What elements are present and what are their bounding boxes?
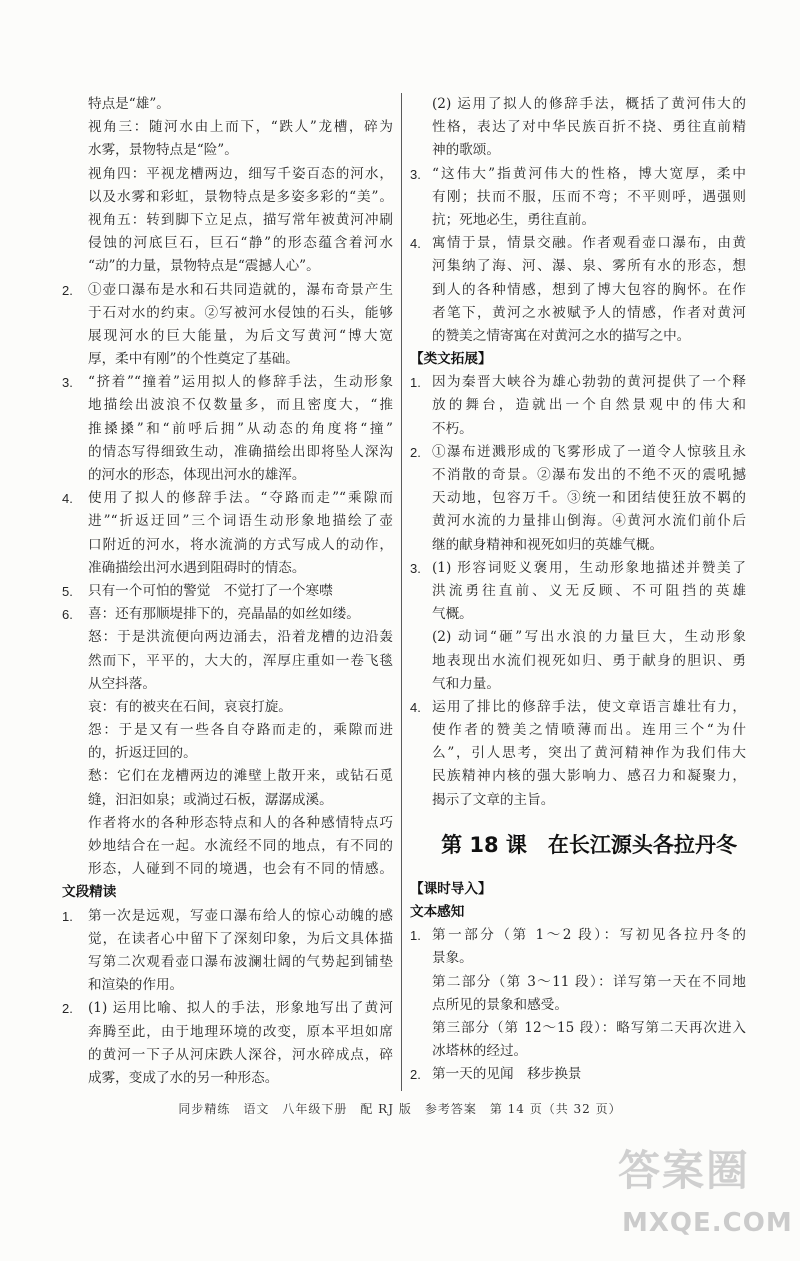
text-line: 然而下，平平的，大大的，浑厚庄重如一卷飞毯 (88, 652, 393, 669)
line-text: 因为秦晋大峡谷为雄心勃勃的黄河提供了一个释 (432, 374, 746, 391)
item-number: 3. (410, 166, 421, 182)
text-line: 从空抖落。 (88, 675, 156, 692)
text-line: 作者将水的各种形态特点和人的各种感情特点巧 (88, 814, 393, 831)
text-line: 觉，在读者心中留下了深刻印象，为后文具体描 (88, 930, 393, 947)
text-line: 气概。 (432, 606, 473, 623)
line-text: “这伟大”指黄河伟大的性格，博大宽厚，柔中 (432, 165, 746, 182)
item-number: 3. (410, 560, 421, 576)
text-line: 的黄河一下子从河床跌人深谷，河水碎成点，碎 (88, 1046, 393, 1063)
answer-line (62, 603, 393, 626)
item-number: 1. (410, 375, 421, 391)
text-line: 么”，引人思考，突出了黄河精神作为我们伟大 (432, 745, 746, 762)
line-text: 只有一个可怕的警觉 不觉打了一个寒噤 (88, 582, 333, 599)
item-number: 1. (410, 928, 421, 944)
answer-line (62, 279, 393, 302)
text-line: 继的献身精神和视死如归的英雄气概。 (432, 536, 664, 553)
line-text: 使用了拟人的修辞手法。“夺路而走”“乘隙而 (88, 490, 393, 507)
item-number: 3. (62, 375, 73, 391)
text-line: 和渲染的作用。 (88, 977, 184, 994)
text-line: (2) 动词“砸”写出水浪的力量巨大，生动形象 (432, 629, 746, 646)
answer-line (62, 487, 393, 510)
item-number: 4. (62, 491, 73, 507)
text-line: 不消散的奇景。②瀑布发出的不绝不灭的震吼撼 (432, 467, 746, 483)
text-line: 怒：于是洪流便向两边涌去，沿着龙槽的边沿轰 (88, 629, 393, 646)
watermark-site: MXQE.COM (622, 1208, 793, 1238)
text-line: 视角四：平视龙槽两边，细写千姿百态的河水， (88, 165, 393, 182)
answer-line (410, 371, 746, 394)
text-line: 的，折返迂回的。 (88, 745, 197, 762)
text-line: 地表现出水流们视死如归、勇于献身的胆识、勇 (432, 652, 746, 669)
text-line: 不朽。 (432, 420, 473, 437)
text-line: 地描绘出波浪不仅数量多，而且密度大，“推 (88, 397, 393, 414)
text-line: 视角三：随河水由上而下，“跌人”龙槽，碎为 (88, 119, 393, 136)
text-line: 天动地，包容万千。③统一和团结使狂放不羁的 (432, 490, 746, 507)
item-number: 4. (410, 236, 421, 252)
text-line: 妙地结合在一起。水流经不同的地点，有不同的 (88, 838, 393, 854)
text-line: 愁：它们在龙槽两边的滩壁上散开来，或钻石觅 (88, 768, 393, 785)
text-line: 使作者的赞美之情喷薄而出。连用三个“为什 (432, 722, 746, 739)
answer-line (410, 441, 746, 464)
text-line: (2) 运用了拟人的修辞手法，概括了黄河伟大的 (432, 96, 746, 112)
line-text: 第一部分（第 1～2 段）：写初见各拉丹冬的 (432, 927, 746, 944)
text-line: 奔腾至此，由于地理环境的改变，原本平坦如席 (88, 1023, 393, 1040)
text-line: 以及水雾和彩虹，景物特点是多姿多彩的“美”。 (88, 188, 393, 205)
line-text: 喜：还有那顺堤排下的，亮晶晶的如丝如缕。 (88, 606, 360, 623)
line-text: ①壶口瀑布是水和石共同造就的，瀑布奇景产生 (88, 281, 393, 298)
text-line: 性格，表达了对中华民族百折不挠、勇往直前精 (432, 119, 746, 136)
section-heading: 【课时导入】 (410, 880, 492, 897)
text-line: 洪流勇往直前、义无反顾、不可阻挡的英雄 (432, 582, 746, 599)
text-line: 揭示了文章的主旨。 (432, 791, 555, 808)
answer-line (62, 371, 393, 394)
right-column (410, 93, 746, 1087)
text-line: 口附近的河水，将水流淌的方式写成人的动作， (88, 536, 393, 553)
text-line: 气和力量。 (432, 675, 500, 692)
item-number: 5. (62, 583, 73, 599)
text-line: 冰塔林的经过。 (432, 1043, 528, 1060)
answer-line (62, 905, 393, 928)
text-line: 缝，汩汩如泉；或淌过石板，潺潺成溪。 (88, 791, 333, 808)
item-number: 1. (62, 908, 73, 924)
page-footer: 同步精练 语文 八年级下册 配 RJ 版 参考答案 第 14 页（共 32 页） (178, 1102, 622, 1116)
line-text: 第一次是远观，写壶口瀑布给人的惊心动魄的感 (88, 907, 393, 924)
text-line: 有刚；扶而不服，压而不弯；不平则呼，遇强则 (432, 188, 746, 205)
answer-line (410, 232, 746, 255)
text-line: 视角五：转到脚下立足点，描写常年被黄河冲刷 (88, 211, 393, 228)
text-line: 的河水的形态，体现出河水的雄浑。 (88, 467, 306, 483)
text-line: 形态，人碰到不同的境遇，也会有不同的情感。 (88, 861, 393, 878)
text-line: 第三部分（第 12～15 段）：略写第二天再次进入 (432, 1019, 746, 1036)
line-text: 运用了排比的修辞手法，使文章语言雄壮有力， (432, 698, 746, 715)
item-number: 4. (410, 699, 421, 715)
section-heading: 文段精读 (62, 884, 117, 901)
answer-line (410, 557, 746, 580)
line-text: (1) 运用比喻、拟人的手法，形象地写出了黄河 (88, 1000, 393, 1017)
text-line: 抗；死地必生，勇往直前。 (432, 211, 596, 228)
text-line: 景象。 (432, 950, 473, 967)
answer-line (410, 696, 746, 719)
line-text: (1) 形容词贬义褒用，生动形象地描述并赞美了 (432, 559, 746, 576)
text-line: 展现河水的巨大能量，为后文写黄河“博大宽 (88, 327, 393, 344)
item-number: 2. (410, 1067, 421, 1083)
text-line: 于石对水的约束。②写被河水侵蚀的石头，能够 (88, 304, 393, 321)
text-line: 成雾，变成了水的另一种形态。 (88, 1069, 279, 1086)
item-number: 2. (410, 444, 421, 460)
text-line: 哀：有的被夹在石间，哀哀打旋。 (88, 698, 292, 715)
line-text: 寓情于景，情景交融。作者观看壶口瀑布，由黄 (432, 235, 746, 252)
line-text: 第一天的见闻 移步换景 (432, 1066, 582, 1083)
text-line: 进”“折返迂回”三个词语生动形象地描绘了壶 (88, 513, 393, 530)
watermark-logo: 答案圈 (618, 1146, 751, 1195)
column-divider (401, 93, 402, 1091)
text-line: 第二部分（第 3～11 段）：详写第一天在不同地 (432, 973, 746, 990)
text-line: 到人的各种情感，想到了博大包容的胸怀。在作 (432, 281, 746, 298)
answer-line (410, 1063, 746, 1086)
answer-line (62, 580, 393, 603)
text-line: 的情态写得细致生动，准确描绘出即将坠人深沟 (88, 443, 393, 460)
answer-line (410, 163, 746, 186)
text-line: 写第二次观看壶口瀑布波澜壮阔的气势起到铺垫 (88, 953, 393, 970)
text-line: 厚，柔中有刚”的个性奠定了基础。 (88, 351, 299, 368)
text-line: 推搡搡”和“前呼后拥”从动态的角度将“撞” (88, 420, 393, 437)
left-column (62, 93, 393, 1090)
text-line: 特点是“雄”。 (88, 96, 170, 112)
item-number: 2. (62, 282, 73, 298)
text-line: 怨：于是又有一些各自夺路而走的，乘隙而进 (88, 722, 393, 739)
text-line: 民族精神内核的强大影响力、感召力和凝聚力， (432, 768, 746, 785)
text-line: “动”的力量，景物特点是“震撼人心”。 (88, 258, 320, 275)
item-number: 6. (62, 607, 73, 623)
lesson-title: 第 18 课 在长江源头各拉丹冬 (441, 832, 737, 857)
text-line: 放的舞台，造就出一个自然景观中的伟大和 (432, 397, 746, 414)
text-line: 准确描绘出河水遇到阻碍时的情态。 (88, 559, 306, 576)
line-text: “挤着”“撞着”运用拟人的修辞手法，生动形象 (88, 374, 393, 391)
answer-line (62, 997, 393, 1020)
text-line: 神的歌颂。 (432, 142, 500, 159)
text-line: 水雾，景物特点是“险”。 (88, 142, 238, 159)
text-line: 黄河水流的力量排山倒海。④黄河水流们前仆后 (432, 513, 746, 530)
item-number: 2. (62, 1001, 73, 1017)
section-heading: 【类文拓展】 (410, 351, 492, 368)
text-line: 点所见的景象和感受。 (432, 996, 568, 1013)
subsection-heading: 文本感知 (410, 904, 465, 920)
text-line: 河集纳了海、河、瀑、泉、雾所有水的形态，想 (432, 258, 746, 275)
text-line: 侵蚀的河底巨石，巨石“静”的形态蕴含着河水 (88, 235, 393, 252)
text-line: 者笔下，黄河之水被赋予人的情感，作者对黄河 (432, 304, 746, 321)
line-text: ①瀑布迸溅形成的飞雾形成了一道令人惊骇且永 (432, 443, 746, 460)
text-line: 的赞美之情寄寓在对黄河之水的描写之中。 (432, 327, 691, 344)
answer-line (410, 924, 746, 947)
